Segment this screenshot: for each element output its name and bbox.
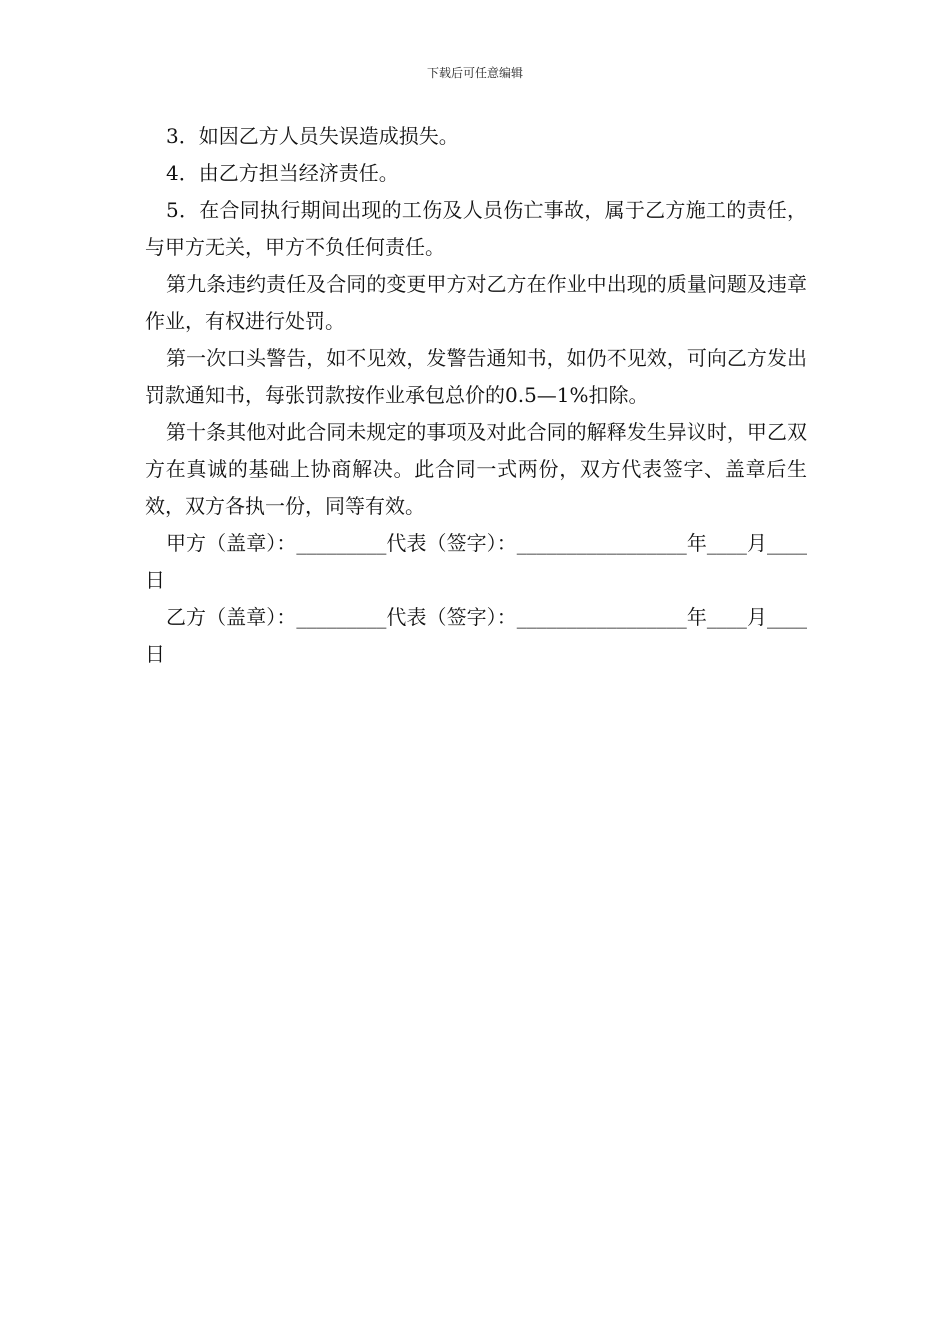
party-b-signature-line: 乙方（盖章）：_________代表（签字）：_________________年____月____日 bbox=[145, 605, 807, 666]
party-a-signature-line: 甲方（盖章）：_________代表（签字）：_________________年____月____日 bbox=[145, 531, 807, 592]
page-header-note: 下载后可任意编辑 bbox=[426, 66, 523, 80]
clause-3: 3．如因乙方人员失误造成损失。 bbox=[166, 124, 459, 148]
clause-4: 4．由乙方担当经济责任。 bbox=[166, 161, 399, 185]
document-body bbox=[145, 118, 807, 673]
article-9-liability: 第九条违约责任及合同的变更甲方对乙方在作业中出现的质量问题及违章作业，有权进行处罚。 bbox=[145, 272, 807, 333]
clause-5: 5．在合同执行期间出现的工伤及人员伤亡事故，属于乙方施工的责任，与甲方无关，甲方不负任何责任。 bbox=[145, 198, 807, 259]
article-10-other: 第十条其他对此合同未规定的事项及对此合同的解释发生异议时，甲乙双方在真诚的基础上协商解决。此合同一式两份，双方代表签字、盖章后生效，双方各执一份，同等有效。 bbox=[145, 420, 807, 518]
penalty-procedure: 第一次口头警告，如不见效，发警告通知书，如仍不见效，可向乙方发出罚款通知书，每张罚款按作业承包总价的0.5—1%扣除。 bbox=[145, 346, 807, 407]
